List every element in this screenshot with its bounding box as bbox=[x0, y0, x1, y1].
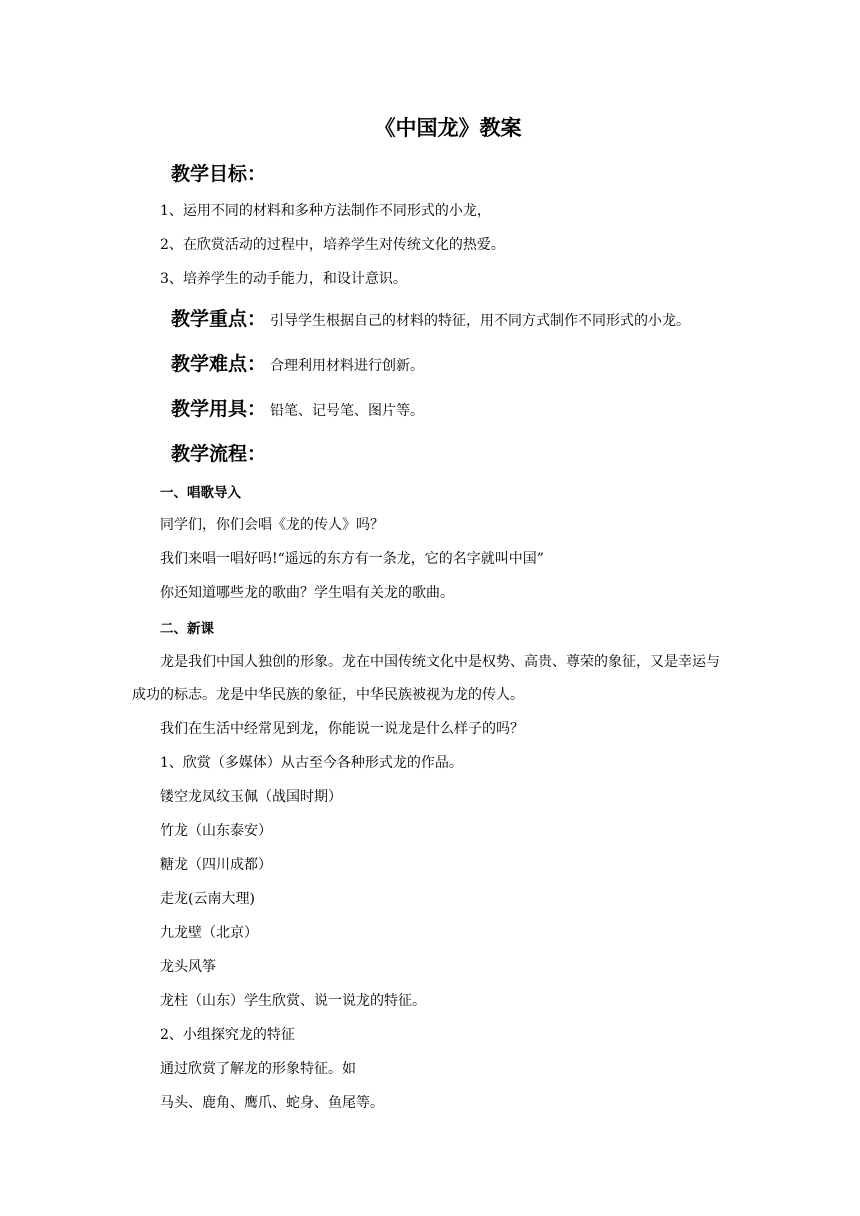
section2-line-4: 竹龙（山东泰安） bbox=[160, 823, 272, 839]
difficulty-heading: 教学难点： bbox=[171, 353, 267, 375]
section2-heading: 二、新课 bbox=[160, 621, 214, 637]
section2-line-12: 马头、鹿角、鹰爪、蛇身、鱼尾等。 bbox=[160, 1095, 384, 1111]
objective-item-1: 1、运用不同的材料和多种方法制作不同形式的小龙， bbox=[160, 203, 491, 219]
document-title: 《中国龙》教案 bbox=[374, 116, 522, 140]
difficulty-row bbox=[171, 350, 424, 380]
process-heading: 教学流程： bbox=[171, 443, 267, 465]
section1-heading: 一、唱歌导入 bbox=[160, 485, 241, 501]
difficulty-text: 合理利用材料进行创新。 bbox=[270, 358, 425, 374]
section2-line-6: 走龙(云南大理) bbox=[160, 891, 255, 907]
section1-line-1: 同学们，你们会唱《龙的传人》吗？ bbox=[160, 517, 384, 533]
key-point-heading: 教学重点： bbox=[171, 308, 267, 330]
section1-line-2: 我们来唱一唱好吗!“遥远的东方有一条龙，它的名字就叫中国” bbox=[160, 551, 544, 567]
tools-heading: 教学用具： bbox=[171, 398, 267, 420]
key-point-text: 引导学生根据自己的材料的特征，用不同方式制作不同形式的小龙。 bbox=[270, 313, 691, 329]
section2-paragraph: 龙是我们中国人独创的形象。龙在中国传统文化中是权势、高贵、尊荣的象征，又是幸运与成功的标志。龙是中华民族的象征，中华民族被视为龙的传人。 bbox=[132, 654, 720, 703]
section2-line-9: 龙柱（山东）学生欣赏、说一说龙的特征。 bbox=[160, 993, 426, 1009]
section2-line-7: 九龙壁（北京） bbox=[160, 925, 258, 941]
objective-item-2: 2、在欣赏活动的过程中，培养学生对传统文化的热爱。 bbox=[160, 237, 505, 253]
section2-line-8: 龙头风筝 bbox=[160, 959, 216, 975]
section2-line-1: 我们在生活中经常见到龙，你能说一说龙是什么样子的吗？ bbox=[160, 721, 524, 737]
section1-line-3: 你还知道哪些龙的歌曲？学生唱有关龙的歌曲。 bbox=[160, 585, 454, 601]
section2-line-10: 2、小组探究龙的特征 bbox=[160, 1027, 295, 1043]
tools-row bbox=[171, 395, 424, 425]
tools-text: 铅笔、记号笔、图片等。 bbox=[270, 403, 425, 419]
section2-line-3: 镂空龙凤纹玉佩（战国时期） bbox=[160, 789, 342, 805]
objective-item-3: 3、培养学生的动手能力，和设计意识。 bbox=[160, 271, 407, 287]
key-point-row bbox=[171, 305, 690, 335]
section2-line-5: 糖龙（四川成都） bbox=[160, 857, 272, 873]
section2-line-11: 通过欣赏了解龙的形象特征。如 bbox=[160, 1061, 356, 1077]
objectives-heading: 教学目标： bbox=[171, 163, 267, 185]
section2-line-2: 1、欣赏（多媒体）从古至今各种形式龙的作品。 bbox=[160, 755, 463, 771]
